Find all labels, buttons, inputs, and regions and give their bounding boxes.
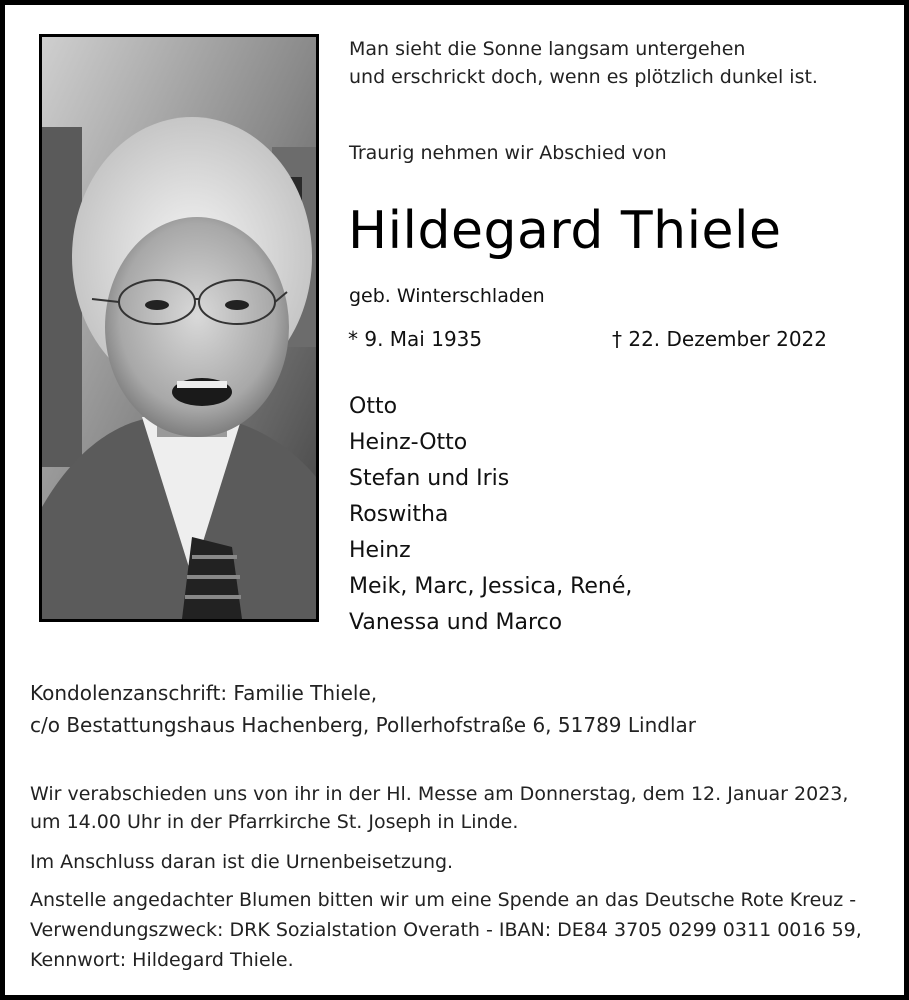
family-member: Vanessa und Marco xyxy=(349,610,563,635)
intro-text: Traurig nehmen wir Abschied von xyxy=(349,142,667,164)
service-line-1: Wir verabschieden uns von ihr in der Hl. Messe am Donnerstag, dem 12. Januar 2023, xyxy=(30,783,849,805)
deceased-name: Hildegard Thiele xyxy=(348,201,782,261)
birth-name: geb. Winterschladen xyxy=(349,285,545,307)
condolence-line-2: c/o Bestattungshaus Hachenberg, Pollerhofstraße 6, 51789 Lindlar xyxy=(30,713,696,737)
quote-line-2: und erschrickt doch, wenn es plötzlich dunkel ist. xyxy=(349,66,818,88)
family-member: Meik, Marc, Jessica, René, xyxy=(349,574,633,599)
portrait-image xyxy=(42,37,316,619)
burial-text: Im Anschluss daran ist die Urnenbeisetzung. xyxy=(30,851,454,873)
family-member: Heinz-Otto xyxy=(349,430,468,455)
service-line-2: um 14.00 Uhr in der Pfarrkirche St. Joseph in Linde. xyxy=(30,811,519,833)
donation-line-2: Verwendungszweck: DRK Sozialstation Overath - IBAN: DE84 3705 0299 0311 0016 59, xyxy=(30,919,862,941)
condolence-line-1: Kondolenzanschrift: Familie Thiele, xyxy=(30,681,378,705)
quote-line-1: Man sieht die Sonne langsam untergehen xyxy=(349,38,746,60)
death-date: † 22. Dezember 2022 xyxy=(612,327,827,351)
family-member: Stefan und Iris xyxy=(349,466,510,491)
family-member: Roswitha xyxy=(349,502,449,527)
donation-line-3: Kennwort: Hildegard Thiele. xyxy=(30,949,294,971)
family-member: Otto xyxy=(349,394,398,419)
family-member: Heinz xyxy=(349,538,411,563)
portrait-photo xyxy=(39,34,319,622)
donation-line-1: Anstelle angedachter Blumen bitten wir um eine Spende an das Deutsche Rote Kreuz - xyxy=(30,889,857,911)
birth-date: * 9. Mai 1935 xyxy=(348,327,483,351)
